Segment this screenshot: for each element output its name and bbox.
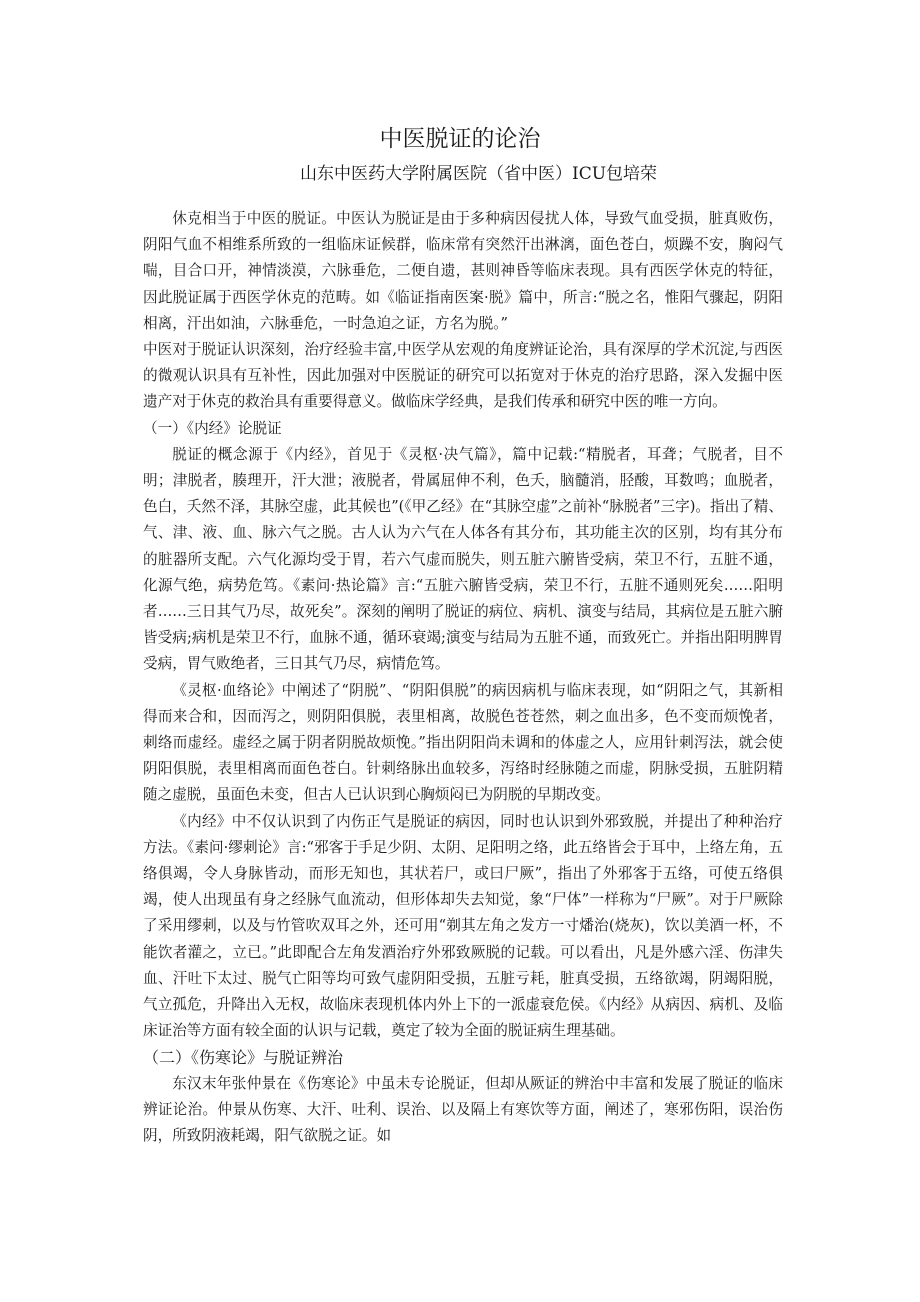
intro-paragraph-2: 中医对于脱证认识深刻，治疗经验丰富,中医学从宏观的角度辨证论治，具有深厚的学术沉淀,与西医的微观认识具有互补性，因此加强对中医脱证的研究可以拓宽对于休克的治疗思路，深入发掘中医遗产对于休克的救治具有重要得意义。做临床学经典，是我们传承和研究中医的唯一方向。 xyxy=(143,341,783,411)
page-title: 中医脱证的论治 xyxy=(379,126,541,152)
section2-paragraph-1: 东汉末年张仲景在《伤寒论》中虽未专论脱证，但却从厥证的辨治中丰富和发展了脱证的临床辨证论治。仲景从伤寒、大汗、吐利、误治、以及隔上有寒饮等方面，阐述了，寒邪伤阳，误治伤阴，所致阴液耗竭，阳气欲脱之证。如 xyxy=(143,1074,783,1145)
section-heading-2: （二）《伤寒论》与脱证辨治 xyxy=(143,1047,344,1067)
section1-paragraph-3: 《内经》中不仅认识到了内伤正气是脱证的病因，同时也认识到外邪致脱，并提出了种种治疗方法。《素问·缪刺论》言:“邪客于手足少阴、太阴、足阳明之络，此五络皆会于耳中，上络左角，五络俱竭，令人身脉皆动，而形无知也，其状若尸，或曰尸厥”，指出了外邪客于五络，可使五络俱竭，使人出现虽有身之经脉气血流动，但形体却失去知觉，象“尸体”一样称为“尸厥”。对于尸厥除了采用缪刺，以及与竹管吹双耳之外，还可用“剃其左角之发方一寸燔治(烧灰)，饮以美酒一杯，不能饮者灌之，立已。”此即配合左角发酒治疗外邪致厥脱的记载。可以看出，凡是外感六淫、伤津失血、汗吐下太过、脱气亡阳等均可致气虚阴阳受损，五脏亏耗，脏真受损，五络欲竭，阴竭阳脱，气立孤危，升降出入无权，故临床表现机体内外上下的一派虚衰危侯。《内经》从病因、病机、及临床证治等方面有较全面的认识与记载，奠定了较为全面的脱证病生理基础。 xyxy=(143,812,783,1040)
section1-paragraph-2: 《灵枢·血络论》中阐述了“阴脱”、“阴阳俱脱”的病因病机与临床表现，如“阴阳之气，其新相得而来合和，因而泻之，则阴阳俱脱，表里相离，故脱色苍苍然，刺之血出多，色不变而烦悗者，刺络而虚经。虚经之属于阴者阴脱故烦悗。”指出阴阳尚未调和的体虚之人，应用针刺泻法，就会使阴阳俱脱，表里相离而面色苍白。针刺络脉出血较多，泻络时经脉随之而虚，阴脉受损，五脏阴精随之虚脱，虽面色未变，但古人已认识到心胸烦闷已为阴脱的早期改变。 xyxy=(143,681,783,804)
section-heading-1: （一）《内经》论脱证 xyxy=(143,419,282,437)
section1-paragraph-1: 脱证的概念源于《内经》，首见于《灵枢·决气篇》，篇中记载:“精脱者，耳聋；气脱者，目不明；津脱者，腠理开，汗大泄；液脱者，骨属屈伸不利，色夭，脑髓消，胫酸，耳数鸣；血脱者，色白，夭然不泽，其脉空虚，此其候也”(《甲乙经》在“其脉空虚”之前补“脉脱者”三字)。指出了精、气、津、液、血、脉六气之脱。古人认为六气在人体各有其分布，其功能主次的区别，均有其分布的脏器所支配。六气化源均受于胃，若六气虚而脱失，则五脏六腑皆受病，荣卫不行，五脏不通，化源气绝，病势危笃。《素问·热论篇》言:“五脏六腑皆受病，荣卫不行，五脏不通则死矣……阳明者……三日其气乃尽，故死矣”。深刻的阐明了脱证的病位、病机、演变与结局，其病位是五脏六腑皆受病;病机是荣卫不行，血脉不通，循环衰竭;演变与结局为五脏不通，而致死亡。并指出阳明脾胃受病，胃气败绝者，三日其气乃尽，病情危笃。 xyxy=(143,445,783,673)
intro-paragraph-1: 休克相当于中医的脱证。中医认为脱证是由于多种病因侵扰人体，导致气血受损，脏真败伤，阴阳气血不相维系所致的一组临床证候群，临床常有突然汗出淋漓，面色苍白，烦躁不安，胸闷气喘，目合口开，神情淡漠，六脉垂危，二便自遗，甚则神昏等临床表现。具有西医学休克的特征，因此脱证属于西医学休克的范畴。如《临证指南医案·脱》篇中，所言:“脱之名，惟阳气骤起，阴阳相离，汗出如油，六脉垂危，一时急迫之证，方名为脱。” xyxy=(143,210,783,332)
author-line: 山东中医药大学附属医院（省中医）ICU包培荣 xyxy=(300,164,658,184)
document-body xyxy=(143,206,783,1149)
